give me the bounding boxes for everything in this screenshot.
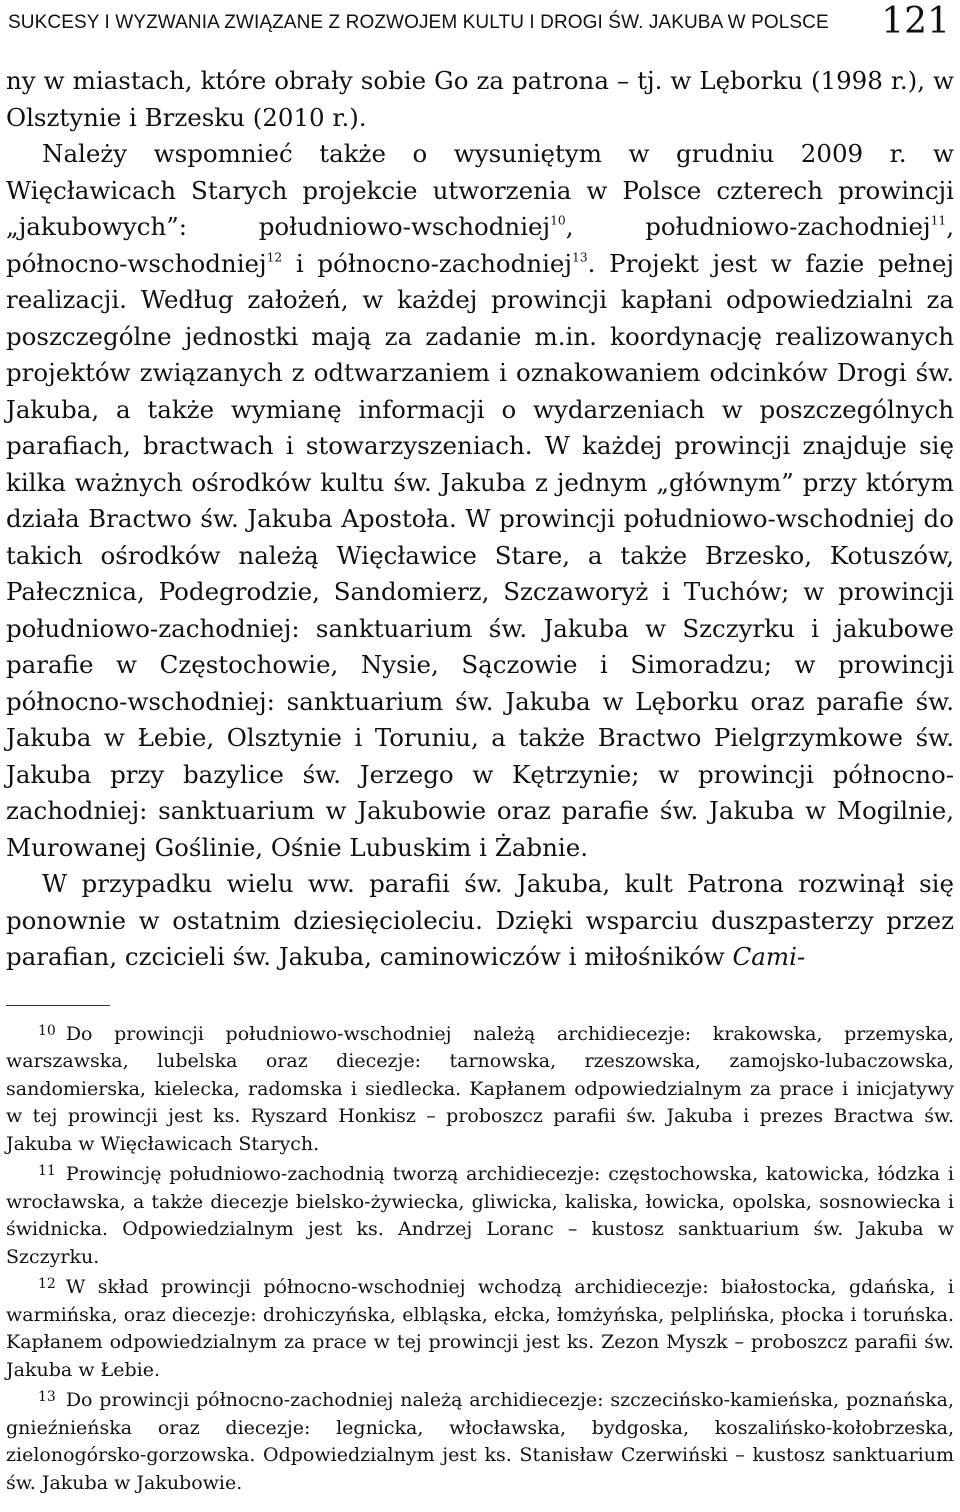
footnote-number: 13 [38, 1389, 56, 1406]
footnote-ref[interactable]: 13 [572, 250, 588, 265]
paragraph-text: W przypadku wielu ww. parafii św. Jakuba, kult Patrona rozwinął się ponownie w ostatnim dziesięcioleciu. Dzięki wsparciu duszpasterzy przez parafian, czcicieli św. Jakuba, caminowiczów i miłośników [6, 869, 954, 971]
italic-text: Cami- [732, 942, 806, 971]
paragraph-text: , północno-wschodniej [6, 212, 954, 278]
footnote [6, 1384, 954, 1497]
footnote-text: W skład prowincji północno-wschodniej wchodzą archidiecezje: białostocka, gdańska, i warmińska, oraz diecezje: drohiczyńska, elbląska, ełcka, łomżyńska, pelplińska, płocka i toruńska. Kapłanem odpowiedzialnym za prace w tej prowincji jest ks. Zezon Myszk – proboszcz parafii św. Jakuba w Łebie. [6, 1276, 954, 1381]
footnote-ref[interactable]: 10 [550, 213, 566, 228]
footnote-number: 12 [38, 1276, 56, 1293]
footnote [6, 1158, 954, 1271]
paragraph [6, 866, 954, 976]
running-header [8, 2, 950, 46]
footnote [6, 1271, 954, 1384]
paragraph-text: . Projekt jest w fazie pełnej realizacji. Według założeń, w każdej prowincji kapłani odpowiedzialni za poszczególne jednostki mają za zadanie m.in. koordynację realizowanych projektów związanych z odtwarzaniem i oznakowaniem odcinków Drogi św. Jakuba, a także wymianę informacji o wydarzeniach w poszczególnych parafiach, bractwach i stowarzyszeniach. W każdej prowincji znajduje się kilka ważnych ośrodków kultu św. Jakuba z jednym „głównym” przy którym działa Bractwo św. Jakuba Apostoła. W prowincji południowo-wschodniej do takich ośrodków należą Więcławice Stare, a także Brzesko, Kotuszów, Pałecznica, Podegrodzie, Sandomierz, Szczaworyż i Tuchów; w prowincji południowo-zachodniej: sanktuarium św. Jakuba w Szczyrku i jakubowe parafie w Częstochowie, Nysie, Sączowie i Simoradzu; w prowincji północno-wschodniej: sanktuarium św. Jakuba w Lęborku oraz parafie św. Jakuba w Łebie, Olsztynie i Toruniu, a także Bractwo Pielgrzymkowe św. Jakuba przy bazylice św. Jerzego w Kętrzynie; w prowincji północno-zachodniej: sanktuarium w Jakubowie oraz parafie św. Jakuba w Mogilnie, Murowanej Goślinie, Ośnie Lubuskim i Żabnie. [6, 248, 954, 862]
footnote-text: Do prowincji południowo-wschodniej należą archidiecezje: krakowska, przemyska, warszawska, lubelska oraz diecezje: tarnowska, rzeszowska, zamojsko-lubaczowska, sandomierska, kielecka, radomska i siedlecka. Kapłanem odpowiedzialnym za prace i inicjatywy w tej prowincji jest ks. Ryszard Honkisz – proboszcz parafii św. Jakuba i prezes Bractwa św. Jakuba w Więcławicach Starych. [6, 1022, 954, 1155]
paragraph [6, 136, 954, 866]
paragraph-text: i północno-zachodniej [282, 248, 573, 278]
running-title: SUKCESY I WYZWANIA ZWIĄZANE Z ROZWOJEM KULTU I DROGI ŚW. JAKUBA W POLSCE [8, 12, 829, 33]
footnotes [6, 1018, 954, 1497]
footnote-ref[interactable]: 12 [266, 250, 283, 265]
page-number: 121 [881, 1, 950, 42]
footnote-number: 10 [38, 1023, 56, 1039]
footnote-text: Do prowincji północno-zachodniej należą archidiecezje: szczecińsko-kamieńska, poznańska, gnieźnieńska oraz diecezje: legnicka, włocławska, bydgoska, koszalińsko-kołobrzeska, zielonogórsko-gorzowska. Odpowiedzialnym jest ks. Stanisław Czerwiński – kustosz sanktuarium św. Jakuba w Jakubowie. [6, 1389, 954, 1494]
footnote-ref[interactable]: 11 [930, 213, 947, 228]
main-text [6, 63, 954, 976]
paragraph-text: ny w miastach, które obrały sobie Go za patrona – tj. w Lęborku (1998 r.), w Olsztynie i Brzesku (2010 r.). [6, 66, 954, 132]
paragraph-text: Należy wspomnieć także o wysuniętym w grudniu 2009 r. w Więcławicach Starych projekcie utworzenia w Polsce czterech prowincji „jakubowych”: południowo-wschodniej [6, 139, 954, 241]
footnote-text: Prowincję południowo-zachodnią tworzą archidiecezje: częstochowska, katowicka, łódzka i wrocławska, a także diecezje bielsko-żywiecka, gliwicka, kaliska, łowicka, opolska, sosnowiecka i świdnicka. Odpowiedzialnym jest ks. Andrzej Loranc – kustosz sanktuarium św. Jakuba w Szczyrku. [6, 1163, 954, 1268]
footnote [6, 1018, 954, 1158]
footnote-number: 11 [38, 1163, 56, 1180]
paragraph [6, 63, 954, 136]
footnote-separator [6, 1005, 110, 1006]
paragraph-text: , południowo-zachodniej [565, 212, 931, 241]
